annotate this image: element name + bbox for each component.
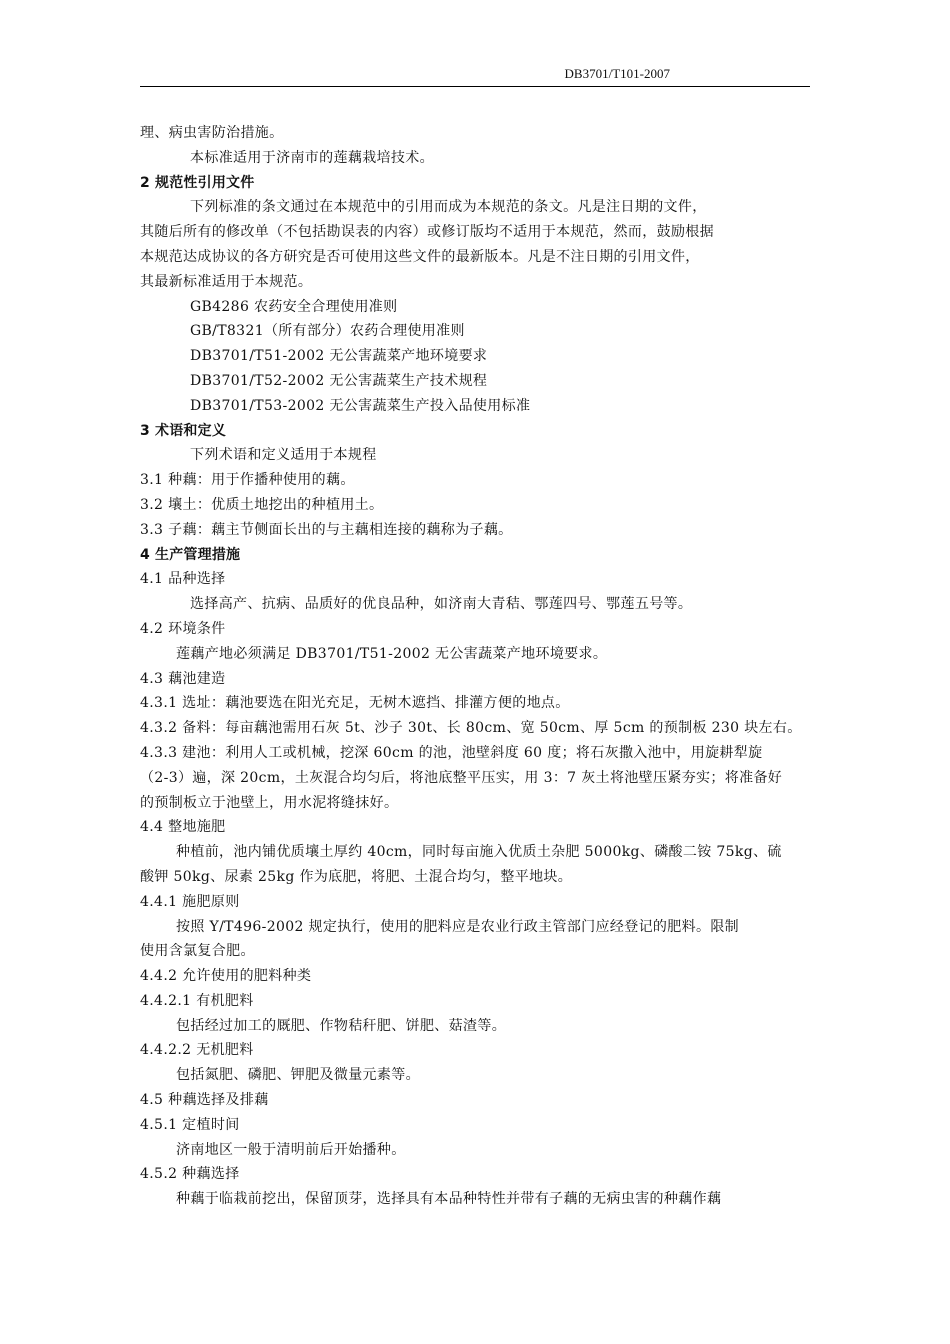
subsection-heading: 4.5.1 定植时间 bbox=[140, 1116, 240, 1133]
text-line: 种藕于临栽前挖出，保留顶芽，选择具有本品种特性并带有子藕的无病虫害的种藕作藕 bbox=[176, 1191, 722, 1208]
text-line: 其最新标准适用于本规范。 bbox=[140, 273, 313, 290]
page-header bbox=[140, 64, 810, 87]
text-line: 其随后所有的修改单（不包括勘误表的内容）或修订版均不适用于本规范，然而，鼓励根据 bbox=[140, 224, 714, 241]
reference-item: DB3701/T53-2002 无公害蔬菜生产投入品使用标准 bbox=[190, 397, 531, 414]
text-line: 包括经过加工的厩肥、作物秸秆肥、饼肥、菇渣等。 bbox=[176, 1017, 507, 1034]
text-line: 包括氮肥、磷肥、钾肥及微量元素等。 bbox=[176, 1067, 420, 1084]
subsection-heading: 4.4.2.1 有机肥料 bbox=[140, 992, 254, 1009]
text-line: 济南地区一般于清明前后开始播种。 bbox=[176, 1141, 406, 1158]
text-line: 按照 Y/T496-2002 规定执行，使用的肥料应是农业行政主管部门应经登记的肥料。限制 bbox=[176, 918, 740, 935]
standard-code: DB3701/T101-2007 bbox=[564, 66, 670, 81]
text-line: 本规范达成协议的各方研究是否可使用这些文件的最新版本。凡是不注日期的引用文件， bbox=[140, 248, 700, 265]
text-line: 莲藕产地必须满足 DB3701/T51-2002 无公害蔬菜产地环境要求。 bbox=[176, 645, 608, 662]
text-line: 本标准适用于济南市的莲藕栽培技术。 bbox=[190, 149, 434, 166]
subsection-heading: 4.4.2 允许使用的肥料种类 bbox=[140, 968, 312, 985]
subsection-heading: 4.4.1 施肥原则 bbox=[140, 893, 240, 910]
text-line: 理、病虫害防治措施。 bbox=[140, 125, 284, 141]
text-line: 使用含氯复合肥。 bbox=[140, 943, 255, 960]
text-line: 种植前，池内铺优质壤土厚约 40cm，同时每亩施入优质土杂肥 5000kg、磷酸二铵 75kg、硫 bbox=[176, 844, 782, 861]
subsection-heading: 4.2 环境条件 bbox=[140, 620, 226, 637]
definition-item: 3.1 种藕：用于作播种使用的藕。 bbox=[140, 472, 355, 489]
reference-item: GB4286 农药安全合理使用准则 bbox=[190, 298, 398, 315]
subsection-heading: 4.4 整地施肥 bbox=[140, 819, 226, 836]
text-line: 选择高产、抗病、品质好的优良品种，如济南大青秸、鄂莲四号、鄂莲五号等。 bbox=[190, 596, 693, 613]
subsection-heading: 4.4.2.2 无机肥料 bbox=[140, 1042, 254, 1059]
reference-item: GB/T8321（所有部分）农药合理使用准则 bbox=[190, 323, 465, 340]
subsection-heading: 4.5 种藕选择及排藕 bbox=[140, 1092, 269, 1109]
subsection-heading: 4.1 品种选择 bbox=[140, 571, 226, 588]
section-heading: 4 生产管理措施 bbox=[140, 546, 241, 563]
reference-item: DB3701/T51-2002 无公害蔬菜产地环境要求 bbox=[190, 348, 488, 365]
text-line: 下列标准的条文通过在本规范中的引用而成为本规范的条文。凡是注日期的文件， bbox=[190, 199, 707, 216]
text-line: 4.3.3 建池：利用人工或机械，挖深 60cm 的池，池壁斜度 60 度；将石灰撒入池中，用旋耕犁旋 bbox=[140, 744, 763, 761]
reference-item: DB3701/T52-2002 无公害蔬菜生产技术规程 bbox=[190, 372, 488, 389]
text-line: 酸钾 50kg、尿素 25kg 作为底肥，将肥、土混合均匀，整平地块。 bbox=[140, 868, 573, 885]
text-line: 下列术语和定义适用于本规程 bbox=[190, 447, 377, 464]
section-heading: 2 规范性引用文件 bbox=[140, 174, 255, 191]
text-line: 4.3.2 备料：每亩藕池需用石灰 5t、沙子 30t、长 80cm、宽 50cm、厚 5cm 的预制板 230 块左右。 bbox=[140, 720, 802, 737]
definition-item: 3.2 壤土：优质土地挖出的种植用土。 bbox=[140, 496, 384, 513]
text-line: （2-3）遍，深 20cm，土灰混合均匀后，将池底整平压实，用 3：7 灰土将池壁压紧夯实；将准备好 bbox=[140, 769, 783, 786]
section-heading: 3 术语和定义 bbox=[140, 422, 227, 439]
definition-item: 3.3 子藕：藕主节侧面长出的与主藕相连接的藕称为子藕。 bbox=[140, 521, 513, 538]
text-line: 的预制板立于池壁上，用水泥将缝抹好。 bbox=[140, 794, 399, 811]
text-line: 4.3.1 选址：藕池要选在阳光充足，无树木遮挡、排灌方便的地点。 bbox=[140, 695, 570, 712]
subsection-heading: 4.3 藕池建造 bbox=[140, 670, 226, 687]
subsection-heading: 4.5.2 种藕选择 bbox=[140, 1166, 240, 1183]
document-body bbox=[140, 121, 810, 1212]
